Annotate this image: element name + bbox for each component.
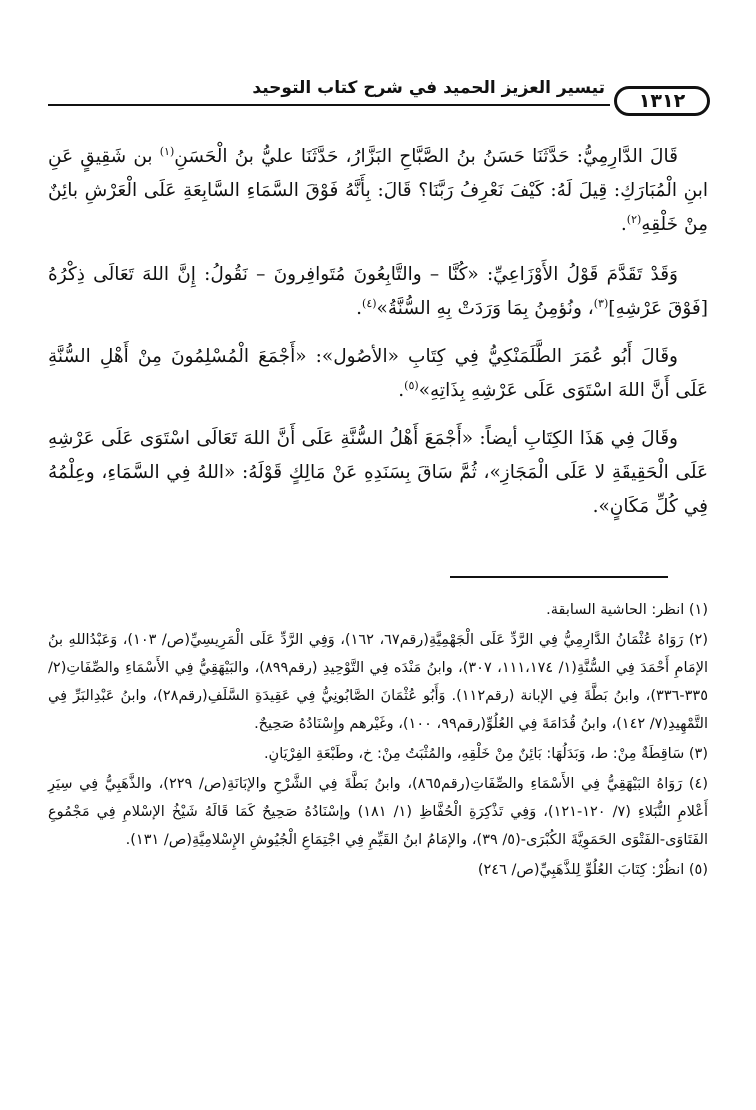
footnote-ref-4[interactable]: (٤) (362, 296, 377, 310)
paragraph-3 (48, 340, 708, 408)
footnote-5: (٥) انظُرْ: كِتَابَ العُلُوِّ لِلذَّهَبِيِّ(ص/ ٢٤٦) (477, 862, 708, 878)
paragraph-3-end: . (398, 380, 405, 401)
footnote-4: (٤) رَوَاهُ البَيْهَقِيُّ فِي الأَسْمَاءِ والصِّفَاتِ(رقم٨٦٥)، وابنُ بَطَّةَ فِي الشَّرْحِ والإبَانَةِ(ص/ ٢٢٩)، والذَّهَبِيُّ فِي سِيَرِ أَعْلامِ النُّبَلاءِ (٧/ ١٢٠-١٢١)، وَفِي تَذْكِرَةِ الْحُفَّاظِ (١/ ١٨١) وإسْنَادُهُ صَحِيحٌ كَمَا قَالَهُ شَيْخُ الإسْلامِ فِي مَجْمُوعِ الفَتَاوَى-الفَتْوَى الحَمَوِيَّةَ الكُبْرَى-(٥/ ٣٩)، والإمَامُ ابنُ القَيِّمِ فِي اجْتِمَاعِ الْجُيُوشِ الإِسْلامِيَّةِ(ص/ ١٣١). (48, 776, 709, 848)
footnote-1: (١) انظر: الحاشية السابقة. (546, 602, 708, 618)
paragraph-2-end: . (356, 298, 363, 319)
paragraph-2 (48, 258, 708, 326)
page-number: ١٣١٢ (614, 86, 710, 116)
footnote-separator (450, 576, 668, 578)
main-text (48, 140, 708, 538)
paragraph-4 (48, 422, 708, 524)
paragraph-1-text-cont: بن شَقِيقٍ عَنِ ابنِ الْمُبَارَكِ: قِيلَ لَهُ: كَيْفَ نَعْرِفُ رَبَّنَا؟ قَالَ: بِأَنَّهُ فَوْقَ السَّمَاءِ السَّابِعَةِ عَلَى الْعَرْشِ بائِنٌ مِنْ خَلْقِهِ (48, 146, 708, 235)
paragraph-3-text: وقَالَ أَبُو عُمَرَ الطَّلَمَنْكِيُّ فِي كِتَابِ «الأصُول»: «أَجْمَعَ الْمُسْلِمُونَ مِنْ أَهْلِ السُّنَّةِ عَلَى أَنَّ اللهَ اسْتَوَى عَلَى عَرْشِهِ بِذَاتِهِ» (48, 346, 708, 401)
header-rule (48, 104, 610, 106)
paragraph-1 (48, 140, 708, 242)
footnote-ref-5[interactable]: (٥) (404, 378, 419, 392)
page-header (48, 76, 710, 118)
footnote-2: (٢) رَوَاهُ عُثْمَانُ الدَّارِمِيُّ فِي الرَّدِّ عَلَى الْجَهْمِيَّةِ(رقم٦٧، ١٦٢)، وَفِي الرَّدِّ عَلَى الْمَرِيسِيِّ(ص/ ١٠٣)، وَعَبْدُاللهِ بنُ الإمَامِ أَحْمَدَ فِي السُّنَّةِ(١/ ١١١،١٧٤، ٣٠٧)، وابنُ مَنْدَه فِي التَّوْحِيدِ (رقم٨٩٩)، والبَيْهَقِيُّ فِي الأَسْمَاءِ والصِّفَاتِ(٢/ ٣٣٥-٣٣٦)، وابنُ بَطَّةَ فِي الإبانة (رقم١١٢). وَأَبُو عُثْمَانَ الصَّابُونِيُّ فِي عَقِيدَةِ السَّلَفِ(رقم٢٨)، وابنُ عَبْدِالبَرِّ فِي التَّمْهِيدِ(٧/ ١٤٢)، وابنُ قُدَامَةَ فِي العُلُوِّ(رقم٩٩، ١٠٠)، وغَيْرهم وإِسْنَادُهُ صَحِيحٌ. (48, 632, 709, 732)
running-title: تيسير العزيز الحميد في شرح كتاب التوحيد (252, 78, 605, 98)
footnotes (48, 596, 708, 886)
footnote-3: (٣) سَاقِطَةٌ مِنْ: ط، وَبَدَلُهَا: بَائِنٌ مِنْ خَلْقِهِ، والمُثْبَتُ مِنْ: خ، وطَبْعَةِ الفِرْيَانِ. (263, 746, 708, 762)
footnote-ref-3[interactable]: (٣) (593, 296, 609, 310)
footnote-ref-1[interactable]: (١) (159, 144, 175, 158)
footnote-ref-2[interactable]: (٢) (626, 212, 642, 226)
paragraph-1-text: قَالَ الدَّارِمِيُّ: حَدَّثَنَا حَسَنُ بنُ الصَّبَّاحِ البَزَّارُ، حَدَّثَنَا عليُّ بنُ الْحَسَنِ (174, 146, 678, 167)
paragraph-4-text: وقَالَ فِي هَذَا الكِتَابِ أيضاً: «أَجْمَعَ أَهْلُ السُّنَّةِ عَلَى أَنَّ اللهَ تَعَالَى اسْتَوَى عَلَى عَرْشِهِ عَلَى الْحَقِيقَةِ لا عَلَى الْمَجَازِ»، ثُمَّ سَاقَ بِسَنَدِهِ عَنْ مَالِكٍ قَوْلَهُ: «اللهُ فِي السَّمَاءِ، وعِلْمُهُ فِي كُلِّ مَكَانٍ». (48, 428, 708, 517)
paragraph-2-text: وَقَدْ تَقَدَّمَ قَوْلُ الأَوْزَاعِيِّ: «كُنَّا – والتَّابِعُونَ مُتَوافِرونَ – نَقُولُ: إِنَّ اللهَ تَعَالَى ذِكْرُهُ [فَوْقَ عَرْشِهِ] (48, 264, 708, 319)
paragraph-1-end: . (620, 214, 627, 235)
paragraph-2-text-cont: ، ونُؤمِنُ بِمَا وَرَدَتْ بِهِ السُّنَّةُ» (376, 298, 594, 319)
